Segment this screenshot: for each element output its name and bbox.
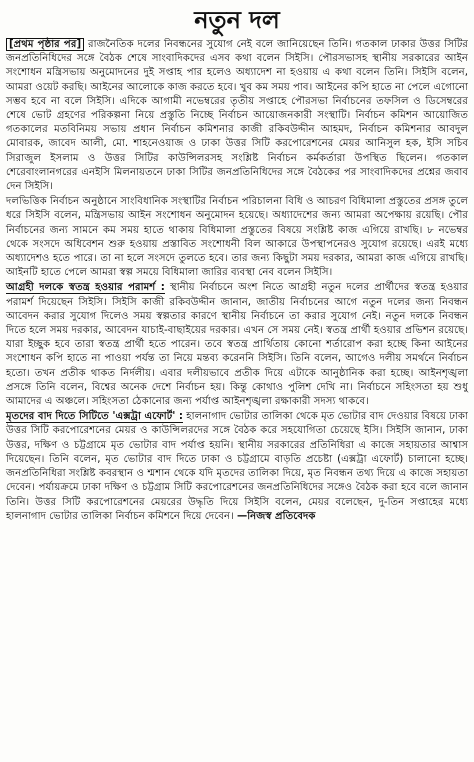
section-1	[6, 281, 468, 409]
byline: —নিজস্ব প্রতিবেদক	[237, 510, 316, 522]
section-2-text: হালনাগাদ ভোটার তালিকা থেকে মৃত ভোটার বাদ দেওয়ার বিষয়ে ঢাকা উত্তর সিটি করপোরেশনের মেয়র ও কাউন্সিলরদের সঙ্গে বৈঠক করে সহযোগিতা চেয়েছে ইসি। সিইসি জানান, ঢাকা উত্তর, দক্ষিণ ও চট্টগ্রামে মৃত ভোটার বাদ পর্যাপ্ত হয়নি। স্থানীয় সরকারের প্রতিনিধিরা এ কাজে সহায়তার আশ্বাস দিয়েছেন। তিনি বলেন, মৃত ভোটার বাদ দিতে ঢাকা ও চট্টগ্রামে বাড়তি প্রচেষ্টা (এক্সট্রা এফোর্ট) চালানো হচ্ছে। জনপ্রতিনিধিরা সংশ্লিষ্ট কবরস্থান ও শ্মশান থেকে যদি মৃতদের তালিকা দিয়ে, মৃত নিবন্ধন তথ্য দিয়ে এ কাজে সহায়তা দেবেন। পর্যায়ক্রমে ঢাকা দক্ষিণ ও চট্টগ্রাম সিটি করপোরেশনের জনপ্রতিনিধিদের সঙ্গেও বৈঠক করা হবে বলে জানান তিনি। উত্তর সিটি করপোরেশনের মেয়রের উদ্ধৃতি দিয়ে সিইসি বলেন, মেয়র বলেছেন, দু-তিন সপ্তাহের মধ্যে হালনাগাদ ভোটার তালিকা নির্বাচন কমিশনে দিয়ে দেবেন।	[6, 411, 468, 522]
continuation-kicker: [প্রথম পৃষ্ঠার পর]	[6, 38, 84, 51]
article-body	[6, 38, 468, 524]
paragraph-1	[6, 38, 468, 194]
paragraph-1-text: রাজনৈতিক দলের নিবন্ধনের সুযোগ নেই বলে জানিয়েছেন তিনি। গতকাল ঢাকার উত্তর সিটির জনপ্রতিনিধিদের সঙ্গে বৈঠক শেষে সাংবাদিকদের এসব কথা বলেন সিইসি। পৌরসভাসহ স্থানীয় সরকারের আইন সংশোধন মন্ত্রিসভায় অনুমোদনের দুই সপ্তাহ পার হলেও অধ্যাদেশ না হওয়ায় এ কথা বলেন তিনি। সিইসি বলেন, আমরা ওয়েট করছি। আইনের আলোকে কাজ করতে হবে। খুব কম সময় পাব। আইনের কপি হাতে না পেলে এগোনো সম্ভব হবে না বলে সিইসি। এদিকে আগামী নভেম্বরের তৃতীয় সপ্তাহে পৌরসভা নির্বাচনের তফসিল ও ডিসেম্বরের শেষে ভোট গ্রহণের পরিকল্পনা নিয়ে প্রস্তুতি নিচ্ছে নির্বাচন আয়োজনকারী সংস্থাটি। নির্বাচন কমিশন আয়োজিত গতকালের মতবিনিময় সভায় প্রধান নির্বাচন কমিশনার কাজী রকিবউদ্দীন আহমদ, নির্বাচন কমিশনার আবদুল মোবারক, জাবেদ আলী, মো. শাহনেওয়াজ ও ঢাকা উত্তর সিটি করপোরেশনের মেয়র আনিসুল হক, ইসি সচিব সিরাজুল ইসলাম ও উত্তর সিটির কাউন্সিলরসহ সংশ্লিষ্ট নির্বাচন কর্মকর্তারা উপস্থিত ছিলেন। গতকাল শেরেবাংলানগরের এনইসি মিলনায়তনে ঢাকা সিটির জনপ্রতিনিধিদের সঙ্গে বৈঠকের পর সাংবাদিকদের প্রশ্নের জবাব দেন সিইসি।	[6, 39, 468, 193]
paragraph-2: দলভিত্তিক নির্বাচন অনুষ্ঠানে সাংবিধানিক সংস্থাটির নির্বাচন পরিচালনা বিধি ও আচরণ বিধিমালা প্রস্তুতের প্রসঙ্গ তুলে ধরে সিইসি বলেন, মন্ত্রিসভায় আইন সংশোধন অনুমোদন হয়েছে। অধ্যাদেশের জন্য আমরা অপেক্ষায় রয়েছি। পৌর নির্বাচনের জন্য সামনে কম সময় হাতে থাকায় বিধিমালা প্রস্তুতের বিষয়ে সংশ্লিষ্ট কাজ এগিয়ে রাখছি। ৮ নভেম্বর থেকে সংসদে অধিবেশন শুরু হওয়ায় প্রস্তাবিত সংশোধনী বিল আকারে উপস্থাপনেরও সুযোগ রয়েছে। এরই মধ্যে অধ্যাদেশও হতে পারে। তা না হলে সংসদে তুলতে হবে। তার জন্য কিছুটা সময় দরকার, আমরা কাজ এগিয়ে রাখছি। আইনটি হাতে পেলে আমরা স্বল্প সময়ে বিধিমালা জারির ব্যবস্থা নেব বলেন সিইসি।	[6, 196, 468, 279]
section-1-subhead: আগ্রহী দলকে স্বতন্ত্র হওয়ার পরামর্শ :	[6, 282, 165, 294]
section-1-text: স্থানীয় নির্বাচনে অংশ নিতে আগ্রহী নতুন দলের প্রার্থীদের স্বতন্ত্র হওয়ার পরামর্শ দিয়েছেন সিইসি। সিইসি কাজী রকিবউদ্দীন জানান, জাতীয় নির্বাচনের আগে নতুন দলের জন্য নিবন্ধন আবেদন করার সুযোগ দিলেও সময় স্বল্পতার কারণে স্থানীয় নির্বাচনে তা করার সুযোগ নেই। নতুন দলকে নিবন্ধন দিতে হলে সময় দরকার, আবেদন যাচাই-বাছাইয়ের দরকার। এখন সে সময় নেই। স্বতন্ত্র প্রার্থী হওয়ার প্রভিশন রয়েছে। যারা ইচ্ছুক হবে তারা স্বতন্ত্র প্রার্থী হতে পারেন। তবে স্বতন্ত্র প্রার্থিতায় কোনো শর্তারোপ করা হচ্ছে কিনা আইনের সংশোধন কপি হাতে না পাওয়া পর্যন্ত তা নিয়ে মন্তব্য করেননি সিইসি। তিনি বলেন, আগেও দলীয় সমর্থনে নির্বাচন হতো। তখন প্রতীক থাকত নির্দলীয়। এবার দলীয়ভাবে প্রতীক দিয়ে এটাকে আনুষ্ঠানিক করা হচ্ছে। আইনশৃঙ্খলা প্রসঙ্গে তিনি বলেন, বিশ্বের অনেক দেশে নির্বাচন হয়। কিন্তু কোথাও পুলিশ দেখি না। নির্বাচনে সহিংসতা হয় শুধু আমাদের এ অঞ্চলে। সহিংসতা ঠেকানোর জন্য পর্যাপ্ত আইনশৃঙ্খলা রক্ষাকারী সদস্য থাকবে।	[6, 282, 468, 408]
section-2-subhead: মৃতদের বাদ দিতে সিটিতে 'এক্সট্রা এফোর্ট' :	[6, 411, 184, 423]
headline: নতুন দল	[194, 6, 280, 34]
section-2	[6, 410, 468, 524]
